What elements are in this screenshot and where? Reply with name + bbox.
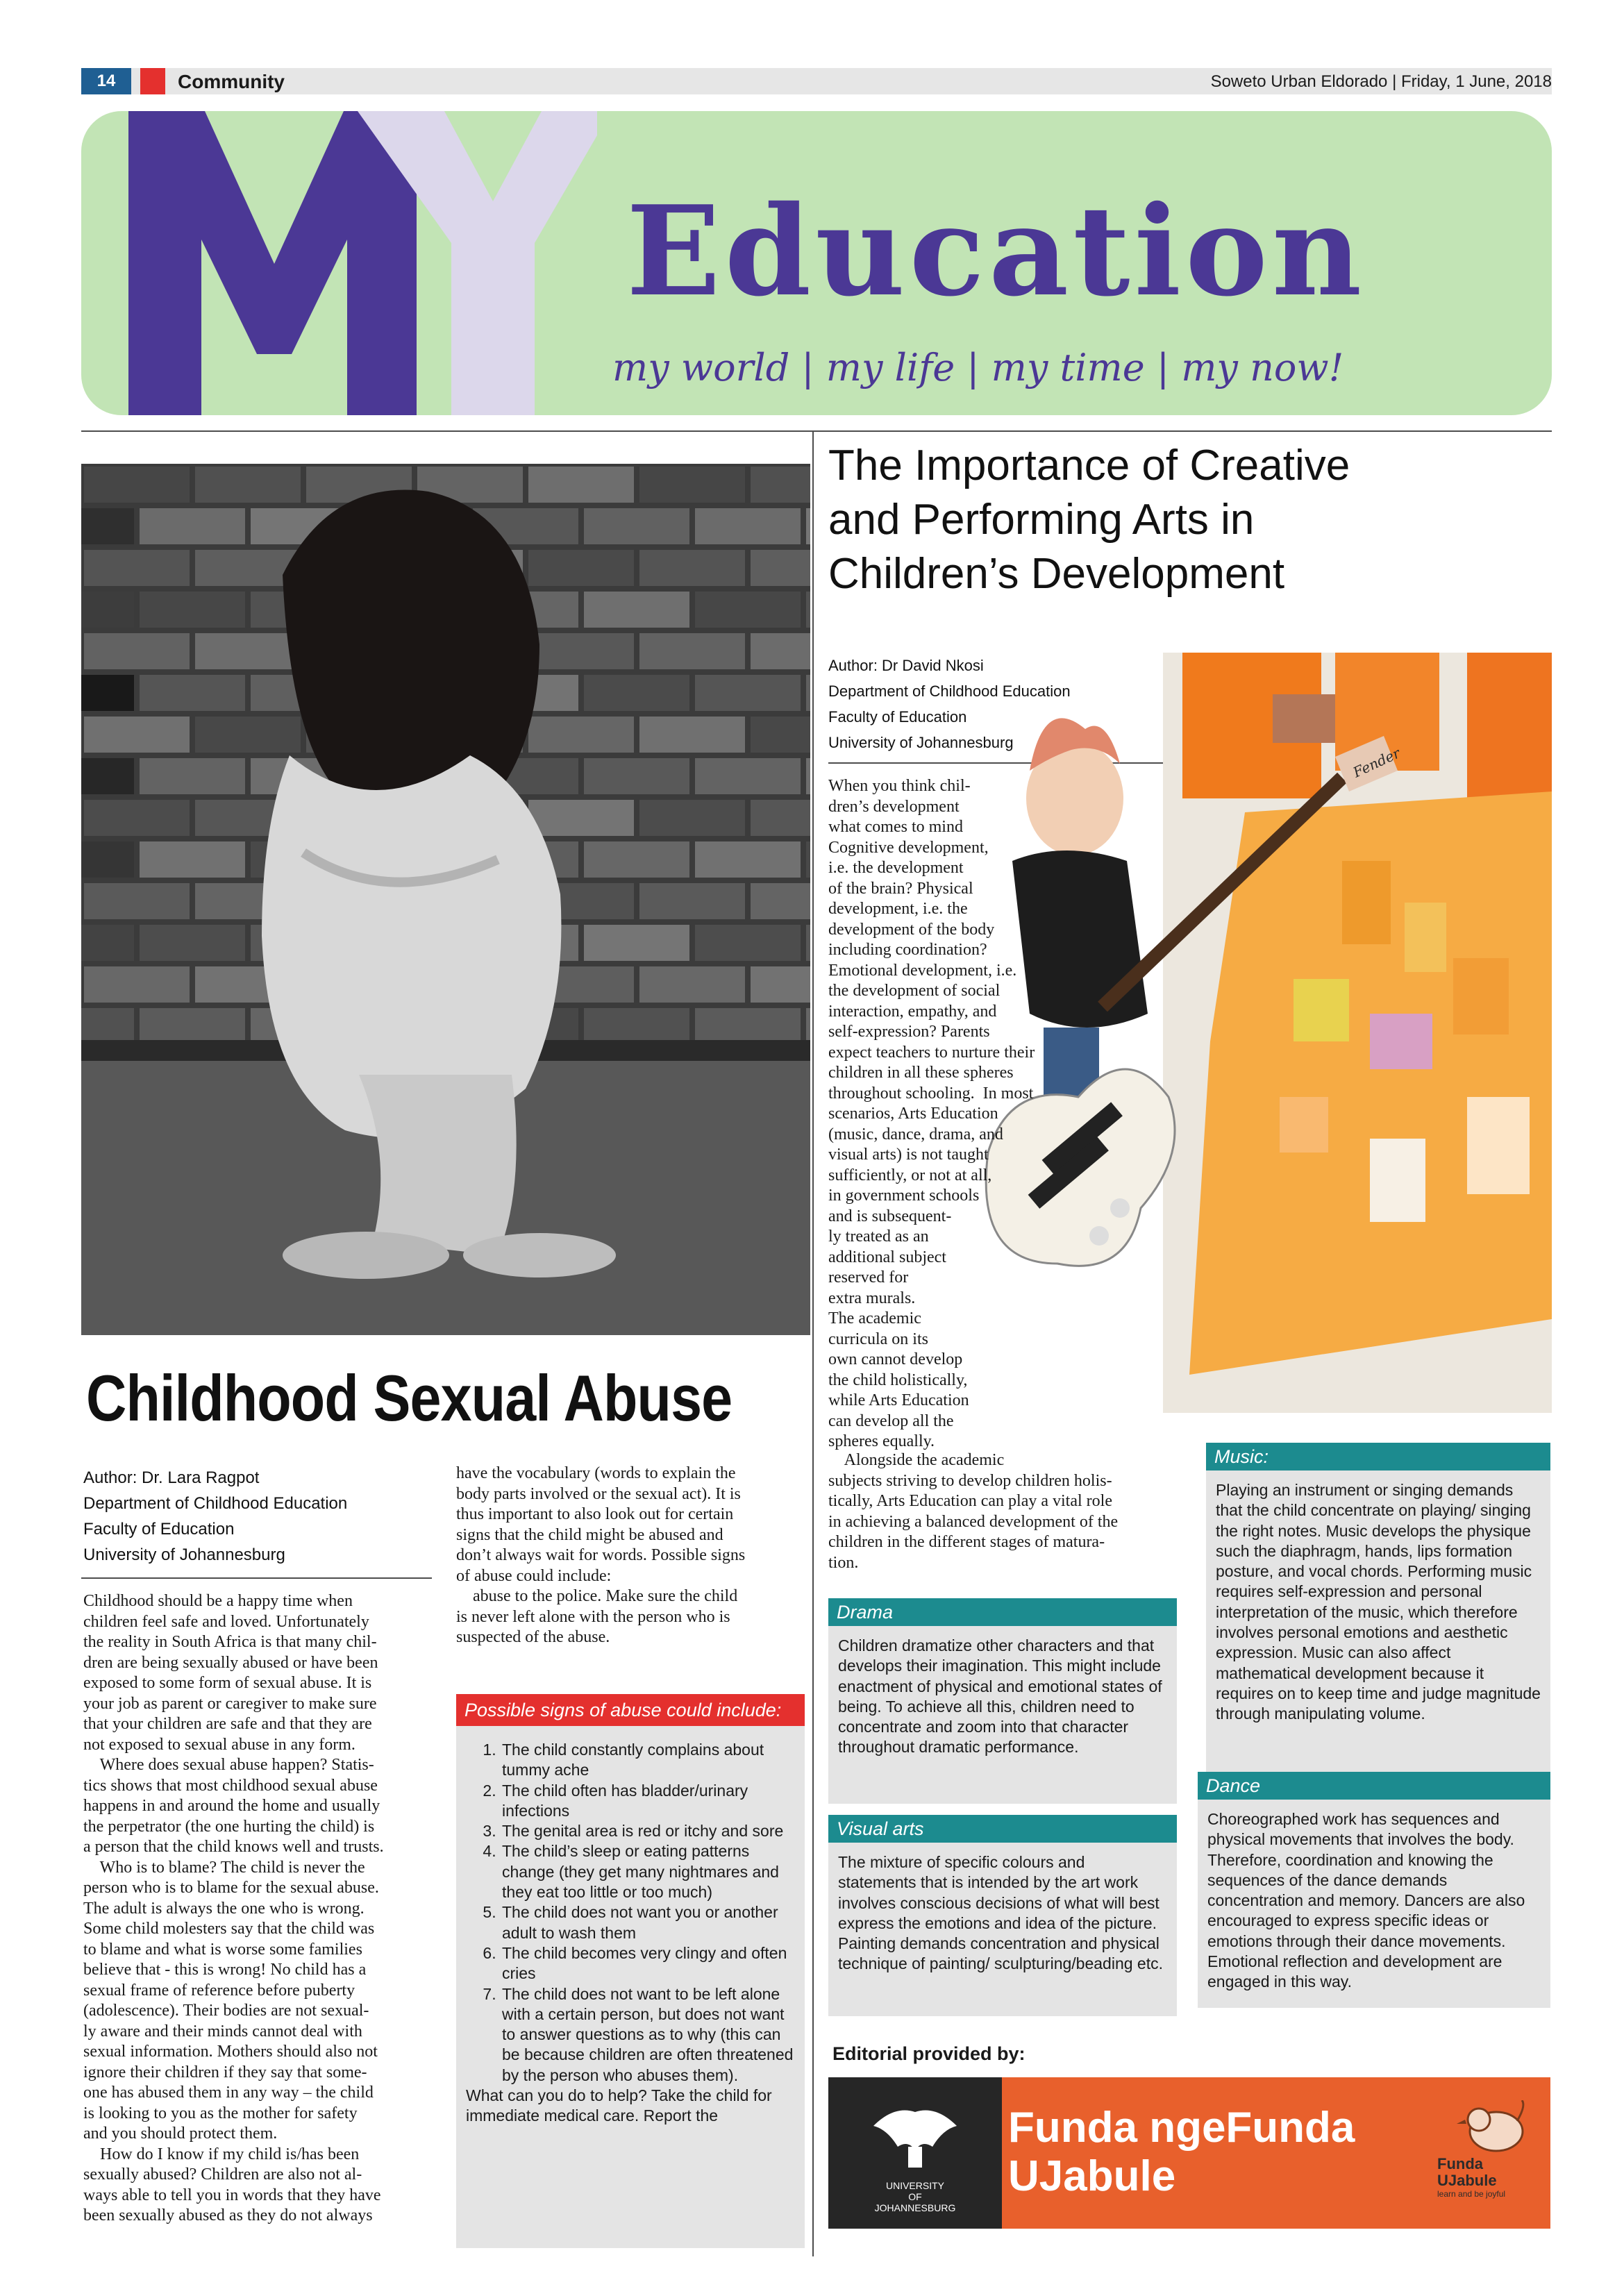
- page-number: 14: [81, 68, 131, 94]
- brick: [806, 758, 810, 794]
- headline-line: Children’s Development: [828, 550, 1285, 598]
- divider-horizontal: [81, 430, 1552, 432]
- brick: [528, 550, 634, 586]
- uj-name-line: OF: [908, 2191, 922, 2202]
- brick: [84, 633, 190, 669]
- brick: [140, 592, 245, 628]
- brick: [639, 800, 745, 836]
- sign-item: 2. The child often has bladder/urinary infections: [501, 1781, 795, 1822]
- text-line: and you should protect them.: [83, 2125, 278, 2143]
- text-line: the perpetrator (the one hurting the child) is: [83, 1817, 375, 1836]
- brick: [195, 717, 301, 753]
- text-line: including coordination?: [828, 941, 987, 959]
- text-line: children in all these spheres: [828, 1064, 1014, 1082]
- text-line: ly treated as an: [828, 1227, 929, 1246]
- text-line: The adult is always the one who is wrong.: [83, 1899, 365, 1918]
- text-line: sexual frame of reference before puberty: [83, 1981, 355, 2000]
- text-line: sufficiently, or not at all,: [828, 1166, 992, 1184]
- guitar-brand-text: Fender: [1350, 744, 1403, 781]
- text-line: Childhood should be a happy time when: [83, 1592, 353, 1610]
- brick: [584, 675, 689, 711]
- text-line: suspected of the abuse.: [456, 1628, 610, 1646]
- brick: [81, 925, 134, 961]
- text-line: don’t always wait for words. Possible signs: [456, 1546, 746, 1564]
- abuse-article-column-1: [83, 1591, 437, 2227]
- brick: [695, 675, 801, 711]
- text-line: children in the different stages of matura-: [828, 1533, 1105, 1551]
- brick: [140, 675, 245, 711]
- brick: [806, 675, 810, 711]
- author-faculty: Faculty of Education: [83, 1520, 235, 1539]
- text-line: curricula on its: [828, 1330, 928, 1348]
- brick: [84, 883, 190, 919]
- text-line: ways able to tell you in words that they have: [83, 2186, 381, 2204]
- brick: [639, 633, 745, 669]
- text-line: been sexually abused as they do not always: [83, 2206, 373, 2224]
- brick: [84, 717, 190, 753]
- text-line: a person that the child knows well and trusts.: [83, 1838, 384, 1856]
- text-line: ly aware and their minds cannot deal with: [83, 2022, 362, 2041]
- brick: [81, 758, 134, 794]
- text-line: Where does sexual abuse happen? Statis-: [83, 1756, 374, 1774]
- author-underline: [81, 1577, 432, 1579]
- brick: [584, 1008, 689, 1044]
- author-university: University of Johannesburg: [828, 734, 1014, 751]
- text-line: your job as parent or caregiver to make sure: [83, 1694, 377, 1713]
- text-line: subjects striving to develop children holis-: [828, 1471, 1112, 1490]
- headline-line: and Performing Arts in: [828, 496, 1255, 544]
- sign-item: 1. The child constantly complains about tummy ache: [501, 1740, 795, 1781]
- brick: [584, 841, 689, 878]
- sign-item: 5. The child does not want you or another adult to wash them: [501, 1902, 795, 1943]
- text-line: throughout schooling. In most: [828, 1084, 1034, 1103]
- abuse-article-column-2: [456, 1464, 803, 1648]
- drama-box-text: Children dramatize other characters and that develops their imagination. This might include enactment of physical and emotional states of being. To achieve all this, children need to concentrate and zoom into that character throughout dramatic performance.: [828, 1626, 1177, 1804]
- brick: [140, 508, 245, 544]
- brick: [806, 841, 810, 878]
- brick: [81, 1008, 134, 1044]
- brick: [695, 925, 801, 961]
- signs-list: [466, 1740, 795, 2086]
- text-line: happens in and around the home and usually: [83, 1797, 380, 1815]
- brick: [806, 925, 810, 961]
- brick: [84, 966, 190, 1003]
- sponsor-label: Editorial provided by:: [832, 2043, 1026, 2064]
- text-line: (adolescence). Their bodies are not sexual-: [83, 2002, 369, 2020]
- text-line: what comes to mind: [828, 818, 963, 836]
- text-line: sexually abused? Children are also not al-: [83, 2165, 362, 2184]
- text-line: scenarios, Arts Education: [828, 1105, 998, 1123]
- text-line: to blame and what is worse some families: [83, 1940, 362, 1959]
- my-logo: [118, 111, 597, 415]
- brick: [806, 592, 810, 628]
- sign-item: 3. The genital area is red or itchy and sore: [501, 1821, 795, 1841]
- text-line: visual arts) is not taught: [828, 1146, 989, 1164]
- logo-text-line: UJabule: [1437, 2172, 1497, 2189]
- text-line: the development of social: [828, 982, 1001, 1000]
- brick: [695, 758, 801, 794]
- arts-body-paragraph-1: [828, 776, 1259, 1452]
- abuse-article-headline: Childhood Sexual Abuse: [86, 1361, 733, 1434]
- text-line: dren are being sexually abused or have been: [83, 1653, 378, 1672]
- bird-logo-icon: [1451, 2100, 1527, 2156]
- text-line: development of the body: [828, 920, 995, 939]
- text-line: reserved for: [828, 1268, 909, 1287]
- brick: [84, 800, 190, 836]
- dance-box-title: Dance: [1198, 1772, 1550, 1800]
- headline-line: The Importance of Creative: [828, 442, 1350, 489]
- brick: [81, 675, 134, 711]
- banner-title: Education: [626, 178, 1366, 324]
- brick: [528, 800, 634, 836]
- text-line: in achieving a balanced development of the: [828, 1512, 1119, 1531]
- text-line: Some child molesters say that the child was: [83, 1920, 375, 1938]
- section-color-tab: [140, 68, 165, 94]
- abuse-signs-box: [456, 1694, 805, 2248]
- brick: [639, 467, 745, 503]
- visual-arts-box-title: Visual arts: [828, 1815, 1177, 1843]
- abuse-author-block: [83, 1465, 347, 1568]
- brick: [639, 966, 745, 1003]
- music-box-text: Playing an instrument or singing demands that the child concentrate on playing/ singing the right notes. Music develops the physique such the diaphragm, hands, lips formation posture, and vocal chords. Performing music requires self-expression and personal interpretation of the music, which therefore involves personal emotions and aesthetic expression. Music can also affect mathematical development because it requires on to keep time and judge magnitude through manipulating volume.: [1206, 1470, 1550, 1782]
- text-line: not exposed to sexual abuse in any form.: [83, 1735, 355, 1754]
- brick: [81, 841, 134, 878]
- text-line: while Arts Education: [828, 1391, 969, 1409]
- text-line: extra murals.: [828, 1289, 916, 1307]
- text-line: thus important to also look out for certain: [456, 1505, 734, 1523]
- text-line: children feel safe and loved. Unfortunately: [83, 1612, 369, 1631]
- text-line: (music, dance, drama, and: [828, 1125, 1003, 1143]
- brick: [695, 508, 801, 544]
- text-line: the reality in South Africa is that many chil-: [83, 1633, 377, 1651]
- brick: [140, 758, 245, 794]
- brick: [695, 592, 801, 628]
- text-line: dren’s development: [828, 797, 960, 816]
- section-name: Community: [178, 71, 285, 92]
- text-line: of the brain? Physical: [828, 879, 973, 898]
- sad-child-photo: [81, 464, 810, 1335]
- logo-letter-m: [128, 111, 417, 415]
- brick: [584, 592, 689, 628]
- text-line: interaction, empathy, and: [828, 1002, 997, 1021]
- dance-box-text: Choreographed work has sequences and physical movements that involves the body. Therefore, coordination and knowing the sequences of the dance demands concentration and memory. Dancers are also encouraged to express specific ideas or emotions through their dance movements. Emotional reflection and development are engaged in this way.: [1198, 1800, 1550, 2008]
- text-line: Who is to blame? The child is never the: [83, 1858, 365, 1877]
- text-line: When you think chil-: [828, 777, 971, 795]
- author-department: Department of Childhood Education: [83, 1494, 348, 1513]
- text-line: believe that - this is wrong! No child has a: [83, 1961, 367, 1979]
- brick: [140, 1008, 245, 1044]
- brick: [195, 467, 301, 503]
- uj-name-line: UNIVERSITY: [885, 2180, 944, 2191]
- brick: [84, 550, 190, 586]
- text-line: abuse to the police. Make sure the child: [456, 1587, 738, 1605]
- text-line: own cannot develop: [828, 1350, 963, 1368]
- drama-box-title: Drama: [828, 1598, 1177, 1626]
- text-line: is never left alone with the person who is: [456, 1607, 730, 1626]
- brick: [751, 883, 810, 919]
- text-line: that your children are safe and that they are: [83, 1715, 372, 1733]
- text-line: tically, Arts Education can play a vital role: [828, 1492, 1112, 1510]
- author-faculty: Faculty of Education: [828, 708, 967, 726]
- publication-date-line: Soweto Urban Eldorado | Friday, 1 June, 2018: [1210, 72, 1552, 91]
- text-line: one has abused them in any way – the child: [83, 2084, 374, 2102]
- text-line: the child holistically,: [828, 1371, 968, 1389]
- uj-crest-icon: [867, 2098, 964, 2175]
- brick: [584, 758, 689, 794]
- sign-item: 6. The child becomes very clingy and often cries: [501, 1943, 795, 1984]
- brick: [751, 633, 810, 669]
- brick: [195, 633, 301, 669]
- brick: [751, 717, 810, 753]
- music-box: [1206, 1443, 1550, 1782]
- brick: [528, 633, 634, 669]
- author-name: Author: Dr David Nkosi: [828, 657, 984, 674]
- brick: [806, 508, 810, 544]
- text-line: i.e. the development: [828, 859, 964, 877]
- brick: [751, 966, 810, 1003]
- divider-vertical: [812, 430, 814, 2256]
- text-line: tion.: [828, 1553, 859, 1572]
- visual-arts-box: [828, 1815, 1177, 2016]
- text-line: body parts involved or the sexual act). It is: [456, 1484, 741, 1503]
- logo-text-line: Funda: [1437, 2155, 1483, 2172]
- visual-arts-box-text: The mixture of specific colours and statements that is intended by the art work involves conscious decisions of what will best express the emotions and idea of the picture. Painting demands concentration and physical technique of painting/ sculpturing/beading etc.: [828, 1843, 1177, 2016]
- abuse-body-text: [83, 1591, 437, 2227]
- brick: [639, 717, 745, 753]
- sign-item: 4. The child’s sleep or eating patterns change (they get many nightmares and they eat too little or too much): [501, 1841, 795, 1902]
- program-name: [1008, 2104, 1355, 2201]
- brick: [695, 1008, 801, 1044]
- sad-child-photo-illustration: [81, 464, 810, 1335]
- banner-tagline: my world | my life | my time | my now!: [612, 346, 1344, 389]
- text-line: of abuse could include:: [456, 1566, 612, 1585]
- uj-logo-block: [828, 2077, 1002, 2229]
- dance-box: [1198, 1772, 1550, 2008]
- text-line: Alongside the academic: [828, 1451, 1005, 1469]
- brick: [140, 841, 245, 878]
- text-line: exposed to some form of sexual abuse. It is: [83, 1674, 372, 1692]
- brick: [806, 1008, 810, 1044]
- brick: [584, 925, 689, 961]
- brick: [639, 883, 745, 919]
- brick: [84, 467, 190, 503]
- program-name-line: UJabule: [1008, 2152, 1176, 2200]
- brick: [528, 467, 634, 503]
- text-line: and is subsequent-: [828, 1207, 952, 1225]
- text-line: development, i.e. the: [828, 900, 968, 918]
- text-line: How do I know if my child is/has been: [83, 2145, 360, 2163]
- author-university: University of Johannesburg: [83, 1545, 285, 1564]
- text-line: tics shows that most childhood sexual abuse: [83, 1776, 378, 1795]
- text-line: sexual information. Mothers should also not: [83, 2043, 378, 2061]
- brick: [639, 550, 745, 586]
- text-line: expect teachers to nurture their: [828, 1043, 1035, 1062]
- program-name-line: Funda ngeFunda: [1008, 2104, 1355, 2152]
- text-line: in government schools: [828, 1187, 980, 1205]
- signs-box-footer: What can you do to help? Take the child for immediate medical care. Report the: [466, 2086, 772, 2125]
- text-line: self-expression? Parents: [828, 1023, 990, 1041]
- brick: [751, 550, 810, 586]
- text-line: can develop all the: [828, 1411, 954, 1430]
- brick: [528, 717, 634, 753]
- drama-box: [828, 1598, 1177, 1804]
- signs-box-title: Possible signs of abuse could include:: [456, 1694, 805, 1726]
- arts-body-paragraph-2: [828, 1450, 1169, 1573]
- text-line: person who is to blame for the sexual abuse.: [83, 1879, 379, 1897]
- sign-item: 7. The child does not want to be left alone with a certain person, but does not want to answer questions as to why (this can be because children are often threatened by the person who abuses them).: [501, 1984, 795, 2086]
- text-line: is looking to you as the mother for safety: [83, 2104, 358, 2122]
- text-line: signs that the child might be abused and: [456, 1525, 723, 1544]
- brick: [751, 800, 810, 836]
- author-name: Author: Dr. Lara Ragpot: [83, 1468, 260, 1487]
- text-line: spheres equally.: [828, 1432, 935, 1450]
- arts-article-body-continued: [828, 1450, 1169, 1573]
- music-box-title: Music:: [1206, 1443, 1550, 1470]
- abuse-body-text: [456, 1464, 803, 1648]
- text-line: Emotional development, i.e.: [828, 961, 1017, 980]
- text-line: additional subject: [828, 1248, 946, 1266]
- brick: [751, 467, 810, 503]
- brick: [81, 592, 134, 628]
- brick: [140, 925, 245, 961]
- brick: [81, 508, 134, 544]
- text-line: Cognitive development,: [828, 838, 989, 857]
- arts-article-headline: [828, 439, 1557, 601]
- text-line: The academic: [828, 1309, 921, 1327]
- uj-name-line: JOHANNESBURG: [874, 2202, 956, 2213]
- text-line: have the vocabulary (words to explain the: [456, 1464, 736, 1482]
- brick: [695, 841, 801, 878]
- author-department: Department of Childhood Education: [828, 682, 1071, 700]
- brick: [584, 508, 689, 544]
- logo-tagline: learn and be joyful: [1437, 2189, 1506, 2199]
- arts-article-body: [828, 776, 1259, 1452]
- signs-box-body: [456, 1726, 805, 2248]
- text-line: ignore their children if they say that some-: [83, 2063, 367, 2081]
